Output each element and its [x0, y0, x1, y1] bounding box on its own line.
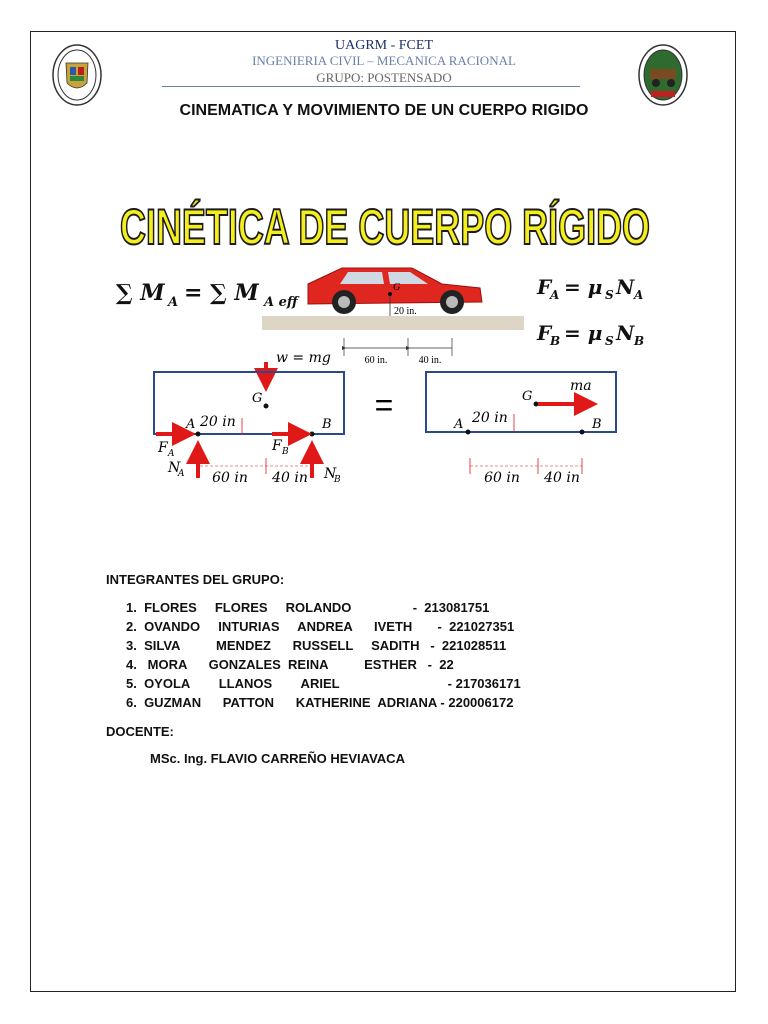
members-list — [126, 600, 521, 714]
figure-banner: CINÉTICA DE CUERPO RÍGIDO — [120, 199, 650, 255]
list-item: 4. MORA GONZALES REINA ESTHER - 22 — [126, 657, 454, 672]
svg-text:60 in: 60 in — [484, 470, 520, 486]
header-career: INGENIERIA CIVIL – MECANICA RACIONAL — [252, 53, 516, 68]
rigid-body-kinetics-figure — [112, 176, 658, 498]
university-seal-logo — [52, 43, 102, 107]
svg-text:A: A — [550, 288, 560, 302]
svg-text:B: B — [592, 417, 602, 432]
svg-text:A: A — [634, 288, 644, 302]
svg-text:40 in.: 40 in. — [418, 355, 442, 366]
kinetic-diagram — [426, 372, 616, 486]
svg-text:40 in: 40 in — [272, 470, 308, 486]
svg-text:G: G — [522, 389, 533, 404]
list-item: 6. GUZMAN PATTON KATHERINE ADRIANA - 220006172 — [126, 695, 514, 710]
header-group: GRUPO: POSTENSADO — [316, 70, 452, 85]
svg-text:S: S — [605, 288, 614, 302]
docente-name: MSc. Ing. FLAVIO CARREÑO HEVIAVACA — [150, 751, 405, 766]
svg-text:A: A — [168, 449, 175, 459]
svg-text:N: N — [324, 466, 337, 482]
svg-text:A: A — [454, 417, 464, 432]
svg-text:F: F — [158, 440, 168, 456]
document-title: CINEMATICA Y MOVIMIENTO DE UN CUERPO RIGIDO — [179, 102, 589, 119]
members-heading: INTEGRANTES DEL GRUPO: — [106, 572, 285, 587]
equals-sign: = — [374, 387, 394, 423]
svg-text:B: B — [634, 334, 645, 348]
svg-text:A: A — [178, 469, 185, 479]
list-item: 5. OYOLA LLANOS ARIEL - 217036171 — [126, 676, 521, 691]
svg-text:A eff: A eff — [264, 295, 298, 310]
svg-text:= ∑ M: = ∑ M — [184, 280, 259, 306]
svg-text:w = mg: w = mg — [276, 350, 331, 366]
docente-heading: DOCENTE: — [106, 724, 174, 739]
svg-text:ma: ma — [570, 378, 592, 394]
svg-text:F: F — [537, 321, 552, 345]
free-body-diagram — [154, 350, 344, 486]
header-institution: UAGRM - FCET — [334, 38, 433, 53]
svg-text:S: S — [605, 334, 614, 348]
svg-text:B: B — [334, 475, 341, 485]
svg-text:20 in.: 20 in. — [394, 306, 417, 317]
svg-text:B: B — [322, 417, 332, 432]
faculty-seal-logo — [638, 43, 688, 107]
svg-text:A: A — [186, 417, 196, 432]
svg-text:B: B — [282, 447, 289, 457]
friction-equations — [536, 275, 644, 348]
list-item: 3. SILVA MENDEZ RUSSELL SADITH - 221028511 — [126, 638, 507, 653]
svg-text:= μ: = μ — [564, 321, 603, 345]
svg-text:20 in: 20 in — [472, 410, 508, 426]
svg-text:40 in: 40 in — [544, 470, 580, 486]
svg-text:N: N — [616, 275, 635, 299]
svg-text:F: F — [537, 275, 552, 299]
header-divider — [162, 86, 580, 87]
list-item: 1. FLORES FLORES ROLANDO - 213081751 — [126, 600, 490, 615]
svg-text:∑ M: ∑ M — [116, 280, 165, 306]
svg-text:N: N — [616, 321, 635, 345]
svg-text:B: B — [550, 334, 561, 348]
svg-text:A: A — [168, 295, 179, 310]
svg-text:60 in.: 60 in. — [364, 355, 388, 366]
svg-text:G: G — [393, 282, 401, 293]
svg-text:F: F — [272, 438, 282, 454]
svg-text:60 in: 60 in — [212, 470, 248, 486]
svg-text:N: N — [168, 460, 181, 476]
moment-equation — [116, 280, 300, 310]
svg-text:G: G — [252, 391, 263, 406]
svg-text:20 in: 20 in — [200, 414, 236, 430]
list-item: 2. OVANDO INTURIAS ANDREA IVETH - 221027351 — [126, 619, 515, 634]
svg-text:= μ: = μ — [564, 275, 603, 299]
